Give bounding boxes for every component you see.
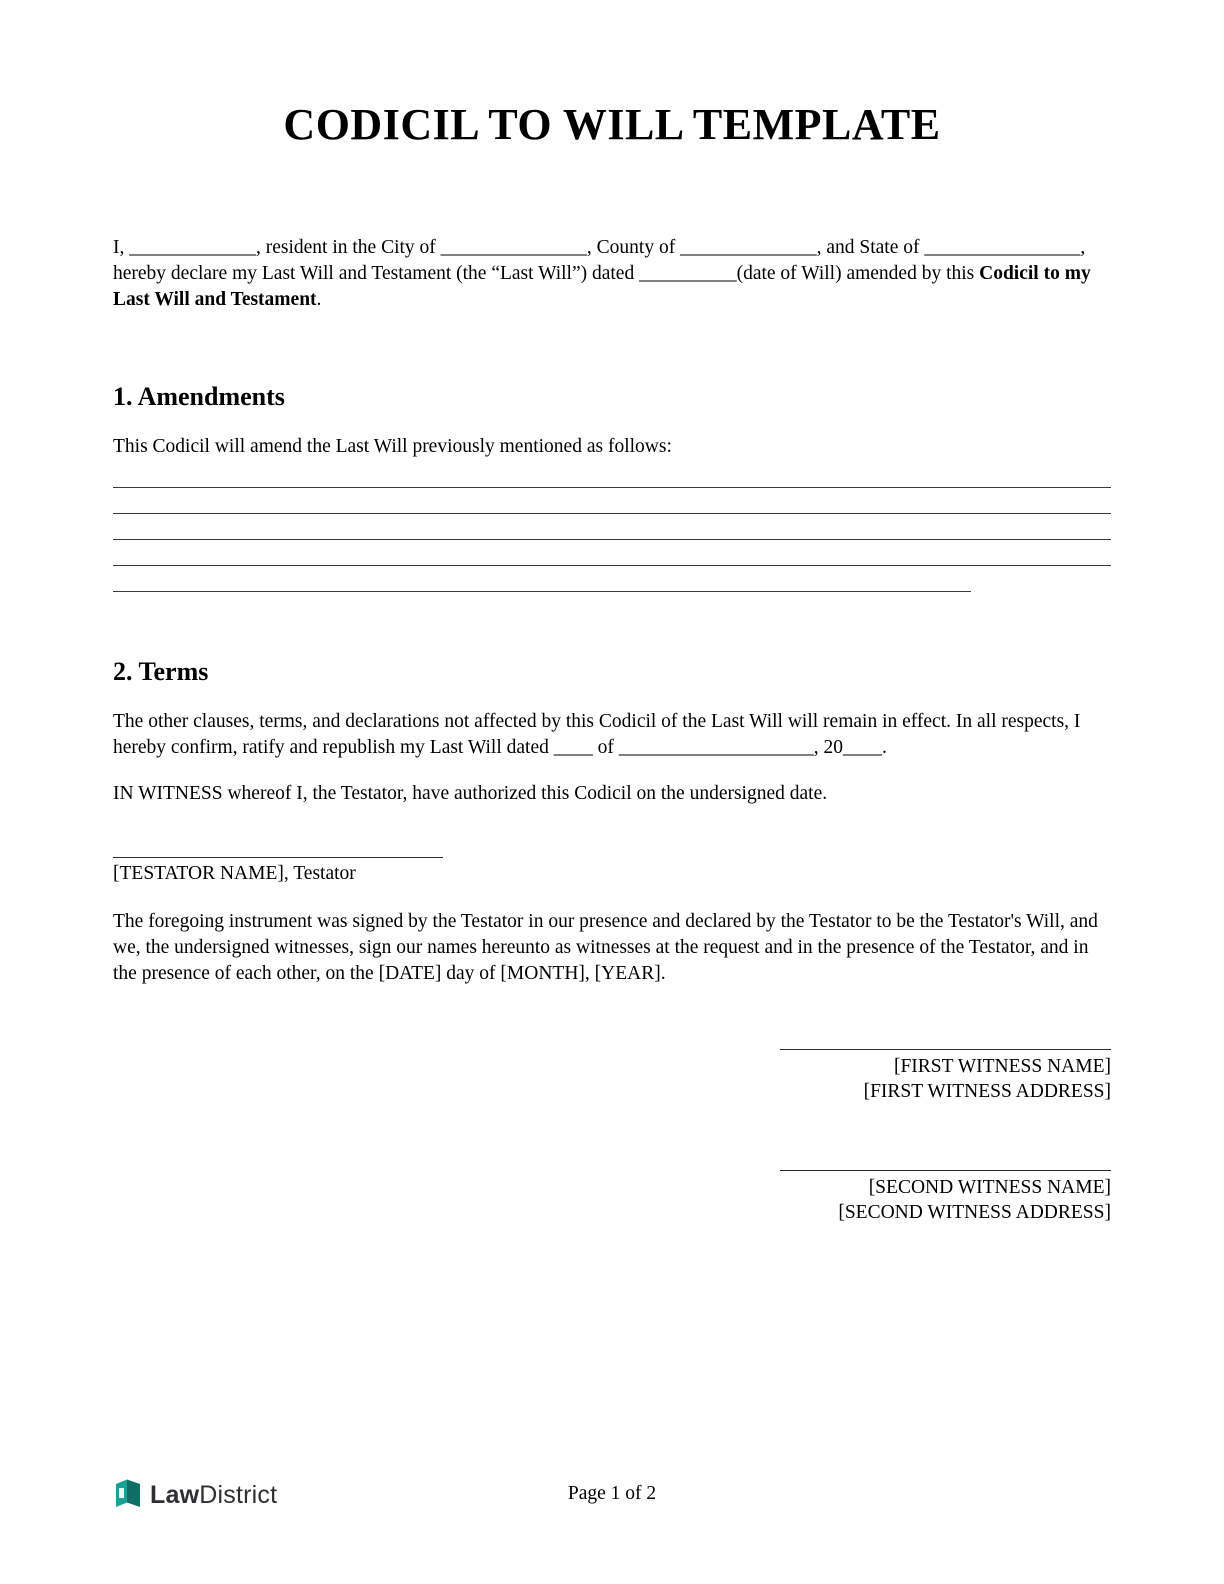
second-witness-address-label: [SECOND WITNESS ADDRESS] xyxy=(838,1201,1111,1223)
page-title: CODICIL TO WILL TEMPLATE xyxy=(283,100,941,149)
page-footer xyxy=(0,1475,1224,1519)
first-witness-name-label: [FIRST WITNESS NAME] xyxy=(893,1055,1111,1077)
page-number: Page 1 of 2 xyxy=(567,1483,657,1504)
amendment-blank-line xyxy=(113,540,1111,566)
logo-district-text: District xyxy=(199,1481,278,1509)
intro-period: . xyxy=(316,288,322,310)
second-witness-name-label: [SECOND WITNESS NAME] xyxy=(868,1176,1111,1198)
first-witness-block xyxy=(780,1049,1111,1104)
witness-authorization-paragraph: IN WITNESS whereof I, the Testator, have authorized this Codicil on the undersigned date. xyxy=(113,782,828,804)
amendments-blank-lines xyxy=(113,462,1111,592)
first-witness-signature-line xyxy=(780,1049,1111,1050)
intro-paragraph xyxy=(113,235,1111,313)
amendment-blank-line xyxy=(113,514,1111,540)
second-witness-signature-line xyxy=(780,1170,1111,1171)
intro-text: I, _____________, resident in the City of _______________, County of ______________, and State of ________________, hereby declare my Last Will and Testament (the “Last Will”) dated __________(date of Will) amended by this xyxy=(113,236,1086,284)
second-witness-block xyxy=(780,1170,1111,1225)
logo-law-text: Law xyxy=(150,1481,200,1509)
amendments-intro: This Codicil will amend the Last Will previously mentioned as follows: xyxy=(113,435,672,457)
amendment-blank-line xyxy=(113,488,1111,514)
terms-heading: 2. Terms xyxy=(113,656,209,686)
amendment-blank-line xyxy=(113,566,971,592)
witness-attestation-paragraph: The foregoing instrument was signed by the Testator in our presence and declared by the Testator to be the Testator's Will, and we, the undersigned witnesses, sign our names hereunto as witnesses at the request and in the presence of the Testator, and in the presence of each other, on the [DATE] day of [MONTH], [YEAR]. xyxy=(113,910,1098,984)
amendments-heading: 1. Amendments xyxy=(113,381,285,411)
testator-name-label: [TESTATOR NAME], Testator xyxy=(113,862,356,884)
testator-signature-line xyxy=(113,857,443,858)
terms-paragraph: The other clauses, terms, and declarations not affected by this Codicil of the Last Will will remain in effect. In all respects, I hereby confirm, ratify and republish my Last Will dated ____ of ____________________, 20____. xyxy=(113,710,1081,758)
intro-bold-text: Codicil to my Last Will and Testament xyxy=(113,262,1091,310)
first-witness-address-label: [FIRST WITNESS ADDRESS] xyxy=(863,1080,1111,1102)
amendment-blank-line xyxy=(113,462,1111,488)
